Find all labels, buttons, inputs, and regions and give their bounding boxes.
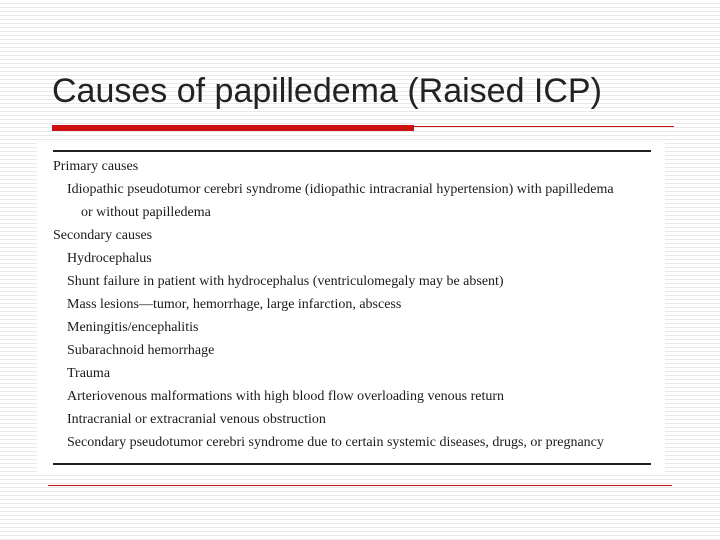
title-underline-line	[414, 126, 674, 127]
table-row: Subarachnoid hemorrhage	[67, 343, 215, 358]
table-row: Intracranial or extracranial venous obstruction	[67, 412, 326, 427]
table-row: Secondary pseudotumor cerebri syndrome due to certain systemic diseases, drugs, or pregnancy	[67, 435, 604, 450]
table-body	[53, 155, 657, 454]
table-row: Shunt failure in patient with hydrocephalus (ventriculomegaly may be absent)	[67, 274, 504, 289]
table-row-continuation: or without papilledema	[81, 205, 211, 220]
table-top-rule	[53, 150, 651, 152]
table-row: Arteriovenous malformations with high blood flow overloading venous return	[67, 389, 505, 404]
table-row: Mass lesions—tumor, hemorrhage, large infarction, abscess	[67, 297, 402, 312]
slide-title: Causes of papilledema (Raised ICP)	[52, 72, 602, 110]
table-row: Meningitis/encephalitis	[67, 320, 199, 335]
table-row: Idiopathic pseudotumor cerebri syndrome (idiopathic intracranial hypertension) with papilledema	[67, 182, 614, 197]
section-heading-secondary: Secondary causes	[53, 228, 153, 243]
title-underline-accent	[52, 125, 414, 131]
footer-rule	[48, 485, 672, 486]
table-row: Hydrocephalus	[67, 251, 152, 266]
table-row: Trauma	[67, 366, 111, 381]
table-bottom-rule	[53, 463, 651, 465]
section-heading-primary: Primary causes	[53, 159, 139, 174]
causes-table	[37, 142, 665, 472]
